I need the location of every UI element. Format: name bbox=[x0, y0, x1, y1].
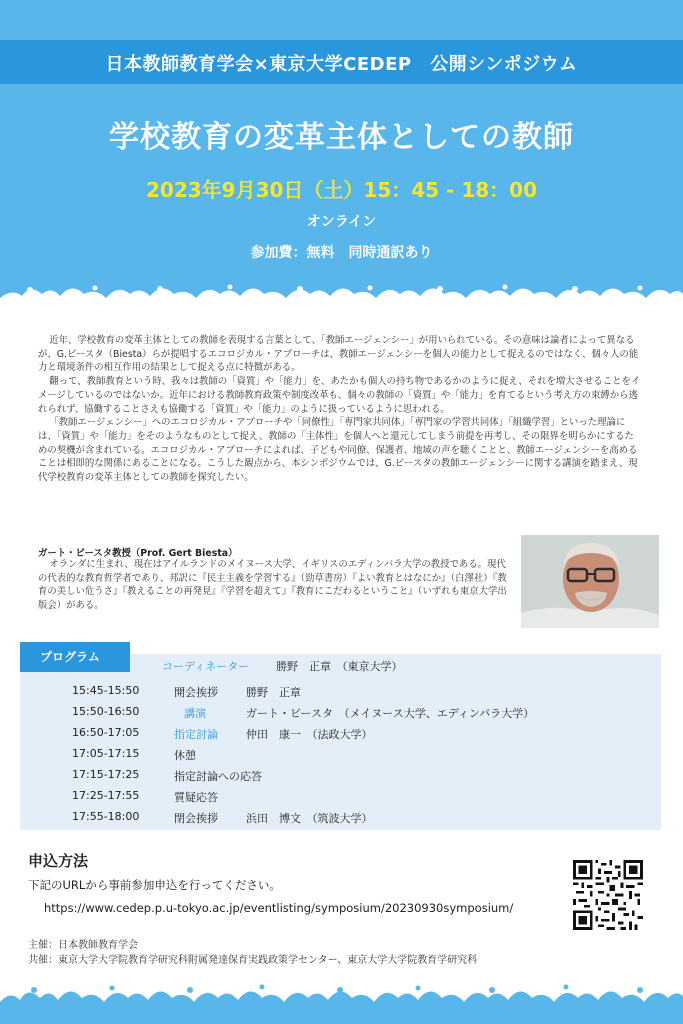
schedule-time: 17:25-17:55 bbox=[72, 789, 140, 802]
host-organization: 主催：日本教師教育学会 bbox=[28, 940, 138, 951]
schedule-person: 仲田 康一 （法政大学） bbox=[246, 728, 373, 741]
schedule-time: 15:45-15:50 bbox=[72, 684, 140, 697]
schedule-time: 16:50-17:05 bbox=[72, 726, 140, 739]
schedule-time: 17:05-17:15 bbox=[72, 747, 140, 760]
schedule-time: 17:55-18:00 bbox=[72, 810, 140, 823]
speaker-photo bbox=[521, 535, 659, 628]
schedule-time: 15:50-16:50 bbox=[72, 705, 140, 718]
speaker-name: ガート・ビースタ教授（Prof. Gert Biesta） bbox=[38, 548, 238, 559]
symposium-title: 学校教育の変革主体としての教師 bbox=[109, 120, 574, 155]
abstract-paragraph: 翻って、教師教育という時、我々は教師の「資質」や「能力」を、あたかも個人の持ち物であるかのように捉え、それを増大させることをイメージしているのではないか。近年における教師教育政策や制度改革も、個々の教師の「資質」や「能力」を育てるという考え方の束縛から逃れられず、協働することさえも協働する「資質」や「能力」のように扱っているように思われる。 bbox=[38, 376, 641, 415]
application-description: 下記のURLから事前参加申込を行ってください。 bbox=[28, 878, 281, 892]
abstract-text bbox=[38, 334, 643, 485]
schedule-event: 開会挨拶 bbox=[174, 686, 218, 699]
schedule-row bbox=[0, 747, 683, 767]
schedule-row bbox=[0, 705, 683, 725]
schedule-row bbox=[0, 789, 683, 809]
schedule-event: 休憩 bbox=[174, 749, 196, 762]
schedule-row bbox=[0, 726, 683, 746]
schedule-person: ガート・ビースタ （メイヌース大学、エディンバラ大学） bbox=[246, 707, 535, 720]
event-datetime: 2023年9月30日（土）15：45 - 18：00 bbox=[146, 178, 537, 202]
schedule-person: 勝野 正章 bbox=[246, 686, 301, 699]
schedule-row bbox=[0, 684, 683, 704]
schedule-person: 浜田 博文 （筑波大学） bbox=[246, 812, 373, 825]
schedule-event: 質疑応答 bbox=[174, 791, 218, 804]
foliage-decoration-bottom bbox=[0, 982, 683, 1024]
cohost-organizations: 共催：東京大学大学院教育学研究科附属発達保育実践政策学センター、東京大学大学院教育学研究科 bbox=[28, 955, 478, 966]
schedule-row bbox=[0, 810, 683, 830]
schedule-event: 閉会挨拶 bbox=[174, 812, 218, 825]
speaker-bio: オランダに生まれ、現在はアイルランドのメイヌース大学、イギリスのエディンバラ大学の教授である。現代の代表的な教育哲学者であり、邦訳に『民主主義を学習する』（勁草書房）『よい教育とはなにか』（白澤社）『教育の美しい危うさ』『教えることの再発見』『学習を超えて』『教育にこだわるということ』（いずれも東京大学出版会）がある。 bbox=[38, 559, 507, 611]
event-fee: 参加費：無料 同時通訳あり bbox=[250, 245, 433, 261]
schedule-event: 講演 bbox=[184, 707, 206, 720]
qr-code-icon[interactable] bbox=[573, 860, 643, 930]
schedule-event: 指定討論への応答 bbox=[174, 770, 262, 783]
organizer-line: 日本教師教育学会×東京大学CEDEP 公開シンポジウム bbox=[105, 54, 578, 75]
program-label: プログラム bbox=[20, 642, 130, 672]
application-title: 申込方法 bbox=[28, 852, 89, 870]
schedule-event: 指定討論 bbox=[174, 728, 218, 741]
abstract-paragraph: 近年、学校教育の変革主体としての教師を表現する言葉として、「教師エージェンシー」が用いられている。その意味は論者によって異なるが、G.ビースタ（Biesta）らが提唱するエコロジカル・アプローチは、教師エージェンシーを個人の能力として捉えるのではなく、個々人の能力と環境条件の相互作用の結果として捉える点に特徴がある。 bbox=[38, 335, 639, 374]
application-url-link[interactable]: https://www.cedep.p.u-tokyo.ac.jp/eventlisting/symposium/20230930symposium/ bbox=[44, 901, 514, 915]
schedule-time: 17:15-17:25 bbox=[72, 768, 140, 781]
coordinator-role: コーディネーター bbox=[162, 660, 250, 673]
event-format: オンライン bbox=[306, 214, 377, 230]
coordinator-name: 勝野 正章 （東京大学） bbox=[276, 660, 403, 673]
abstract-paragraph: 「教師エージェンシー」へのエコロジカル・アプローチや「同僚性」「専門家共同体」「専門家の学習共同体」「組織学習」といった理論には、「資質」や「能力」をそのようなものとして捉え、教師の「主体性」を個人へと還元してしまう前提を再考し、その限界を明らかにするための契機が含まれている。エコロジカル・アプローチによれば、子どもや同僚、保護者、地域の声を聴くことと、教師エージェンシーを高めることは相即的な関係にあることになる。こうした観点から、本シンポジウムでは、G.ビースタの教師エージェンシーに関する講演を踏まえ、現代学校教育の変革主体としての教師を探究したい。 bbox=[38, 417, 638, 484]
foliage-decoration-top bbox=[0, 280, 683, 310]
schedule-row bbox=[0, 768, 683, 788]
